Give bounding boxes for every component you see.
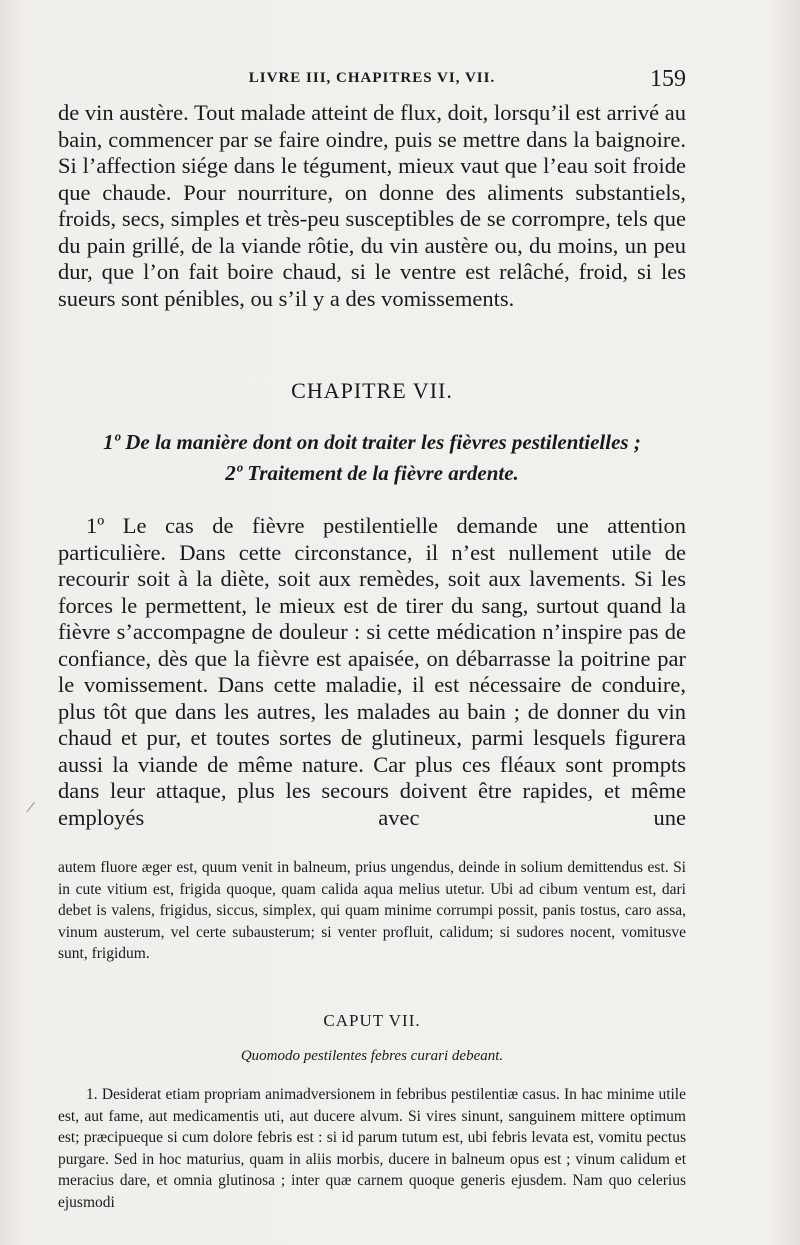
caput-subtitle: Quomodo pestilentes febres curari debeant. (240, 1048, 504, 1064)
french-main-paragraph: 1º Le cas de fièvre pestilentielle demande une attention particulière. Dans cette circonstance, il n’est nullement utile de recourir soit à la diète, soit aux remèdes, soit aux lavements. Si les forces le permettent, le mieux est de tirer du sang, surtout quand la fièvre s’accompagne de douleur : si cette médication n’inspire pas de confiance, dès que la fièvre est apaisée, on débarrasse la poitrine par le vomissement. Dans cette maladie, il est nécessaire de conduire, plus tôt que dans les autres, les malades au bain ; de donner du vin chaud et pur, et toutes sortes de glutineux, parmi lesquels figurera aussi la viande de même nature. Car plus ces fléaux sont prompts dans leur attaque, plus les secours doivent être rapides, et même employés avec une (58, 513, 686, 830)
page-header (58, 66, 686, 100)
chapter-subtitle-2: 2º Traitement de la fièvre ardente. (225, 461, 519, 485)
page-number: 159 (650, 66, 686, 92)
french-top-paragraph: de vin austère. Tout malade atteint de flux, doit, lorsqu’il est arrivé au bain, commencer par se faire oindre, puis se mettre dans la baignoire. Si l’affection siége dans le tégument, mieux vaut que l’eau soit froide que chaude. Pour nourriture, on donne des aliments substantiels, froids, secs, simples et très-peu susceptibles de se corrompre, tels que du pain grillé, de la viande rôtie, du vin austère ou, du moins, un peu dur, que l’on fait boire chaud, si le ventre est relâché, froid, si les sueurs sont pénibles, ou s’il y a des vomissements. (58, 100, 686, 311)
latin-main-paragraph: 1. Desiderat etiam propriam animadversionem in febribus pestilentiæ casus. In hac minime utile est, aut fame, aut medicamentis uti, aut ducere alvum. Si vires sinunt, sanguinem mittere optimum est; præcipueque si cum dolore febris est : si id parum tutum est, ubi febris levata est, vomitu pectus purgare. Sed in hoc maturius, quam in aliis morbis, ducere in balneum opus est ; vinum calidum et meracius dare, et omnia glutinosa ; inter quæ carnem quoque generis ejusdem. Nam quo celerius ejusmodi (58, 1086, 686, 1211)
caput-title: CAPUT VII. (323, 1011, 421, 1030)
chapter-title: CHAPITRE VII. (291, 378, 453, 403)
chapter-subtitle-1: 1º De la manière dont on doit traiter les fièvres pestilentielles ; (103, 430, 641, 454)
stray-mark: / (24, 796, 37, 818)
latin-top-paragraph: autem fluore æger est, quum venit in balneum, prius ungendus, deinde in solium demittendus est. Si in cute vitium est, frigida quoque, quam calida aqua melius utetur. Ubi ad cibum ventum est, dari debet is valens, frigidus, siccus, simplex, qui quam minime corrumpi possit, panis tostus, caro assa, vinum austerum, vel certe subausterum; si venter profluit, calidum; si sudores nocent, vomitusve sunt, frigidum. (58, 859, 686, 963)
running-title: LIVRE III, CHAPITRES VI, VII. (248, 70, 496, 86)
